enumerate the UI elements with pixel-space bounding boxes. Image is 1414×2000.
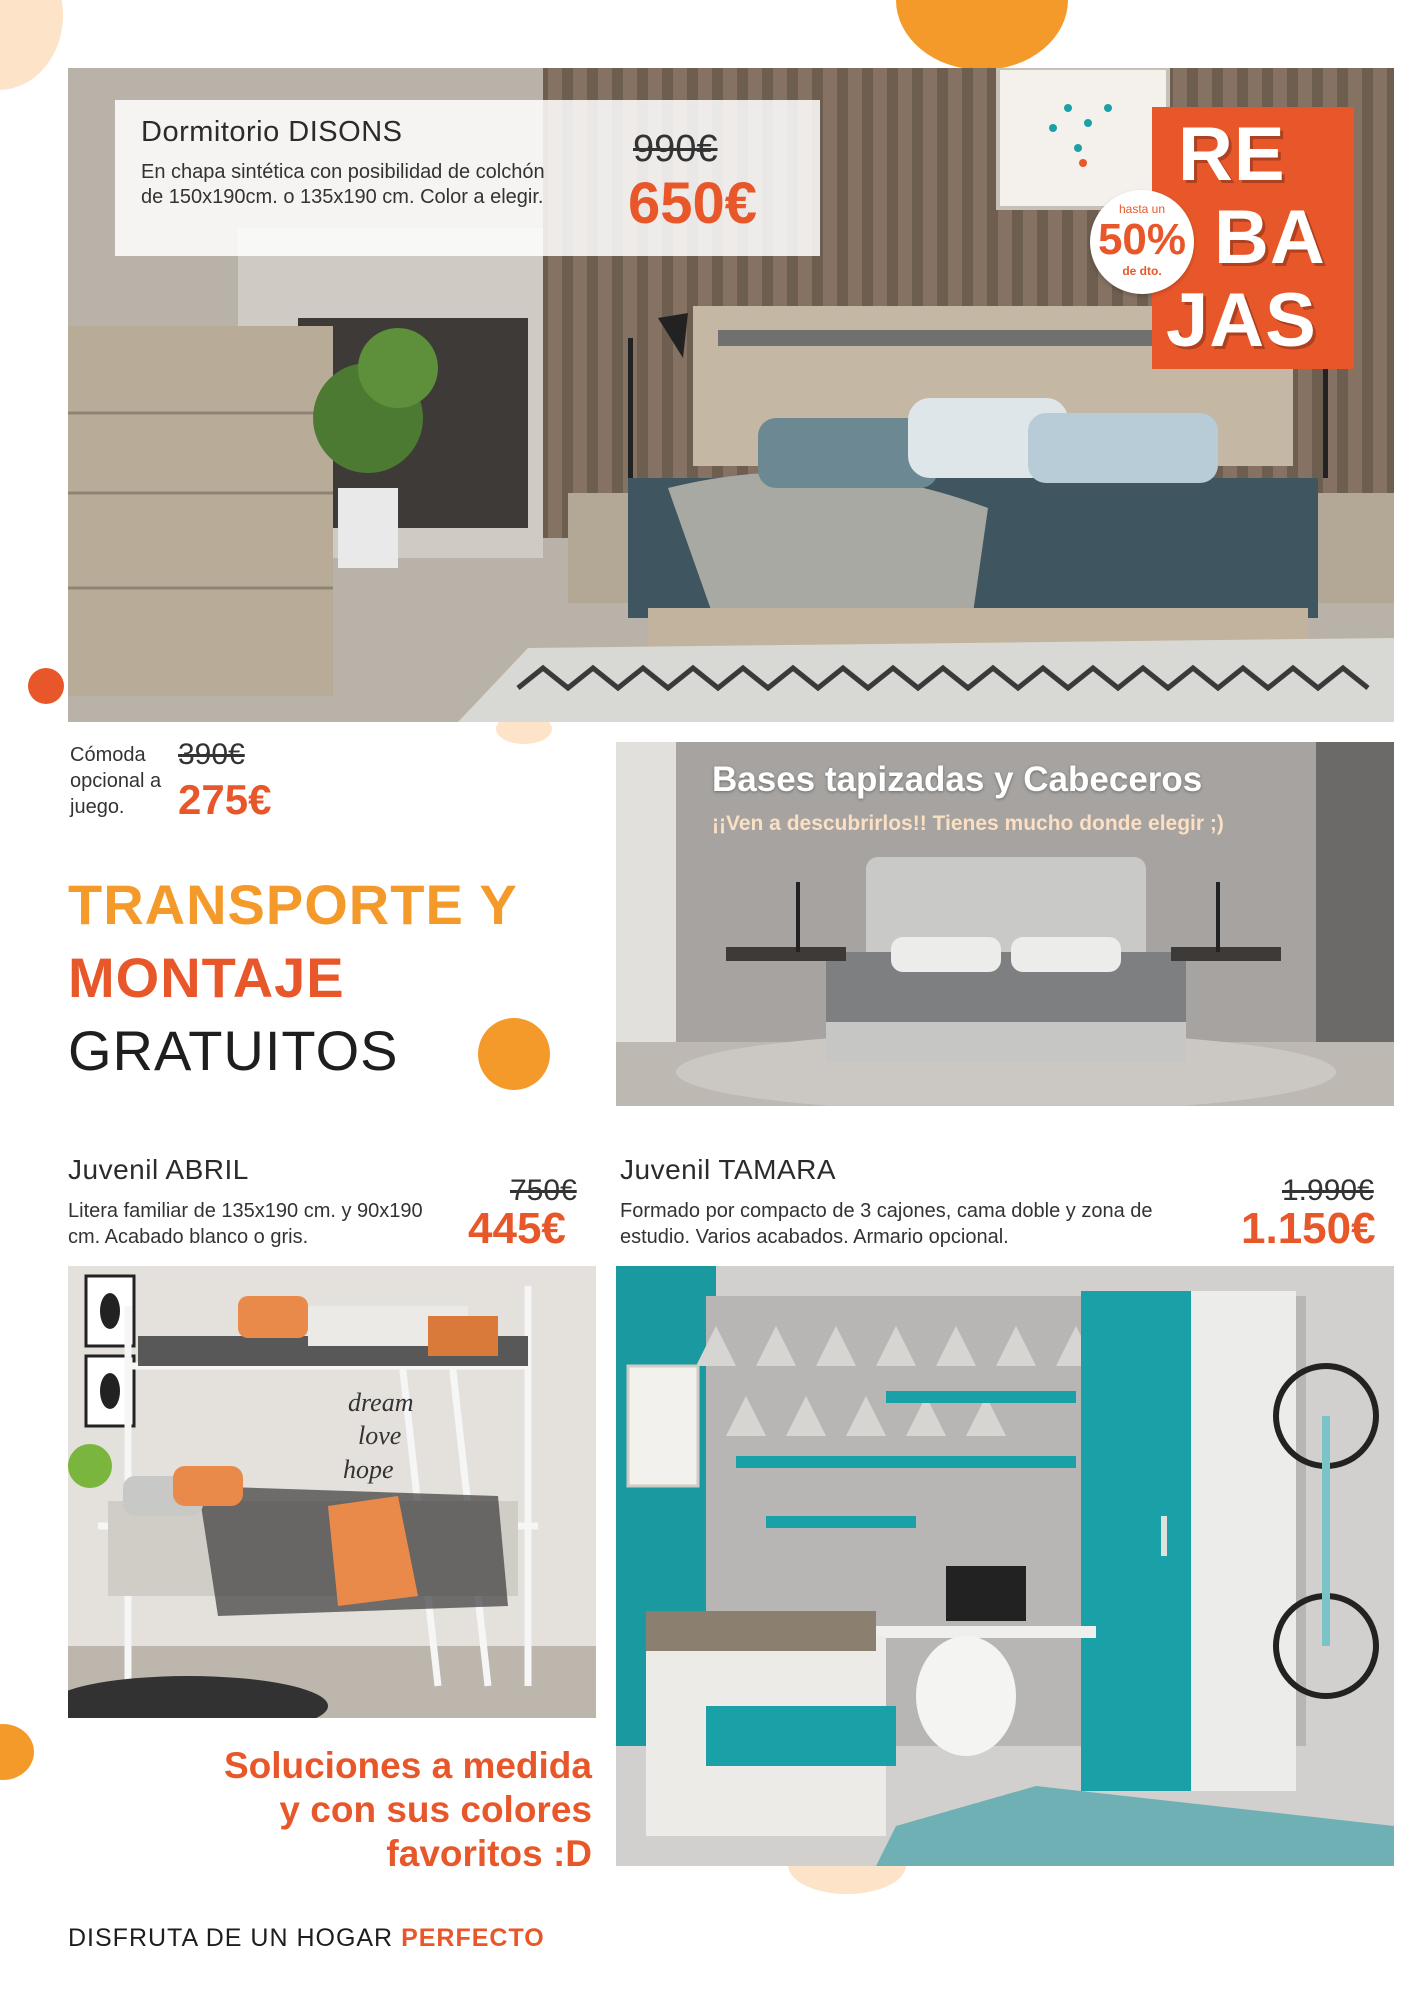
promo-montaje: MONTAJE (68, 946, 345, 1009)
bases-subtitle: ¡¡Ven a descubrirlos!! Tienes mucho donde elegir ;) (712, 812, 1224, 835)
footer-highlight: PERFECTO (401, 1924, 545, 1952)
hero-title: Dormitorio DISONS (141, 116, 403, 148)
abril-title: Juvenil ABRIL (68, 1154, 249, 1185)
solutions-text (224, 1744, 592, 1876)
bases-title: Bases tapizadas y Cabeceros (712, 760, 1203, 799)
sale-badge (1097, 107, 1354, 369)
promo-gratuitos: GRATUITOS (68, 1019, 399, 1082)
abril-description: Litera familiar de 135x190 cm. y 90x190 cm. Acabado blanco o gris. (68, 1200, 423, 1248)
discount-percent: 50% (1097, 215, 1187, 264)
solutions-line-2: y con sus colores (279, 1789, 592, 1830)
discount-dto: de dto. (1122, 264, 1162, 278)
promo-transporte: TRANSPORTE Y (68, 873, 518, 936)
discount-hasta: hasta un (1118, 202, 1166, 216)
bases-bedroom-photo (616, 742, 1394, 1106)
tamara-description: Formado por compacto de 3 cajones, cama doble y zona de estudio. Varios acabados. Armario opcional. (620, 1200, 1153, 1248)
decor-circle-left (28, 668, 64, 704)
footer-text: DISFRUTA DE UN HOGAR (68, 1924, 394, 1952)
wall-word-hope: hope (343, 1455, 394, 1484)
discount-disc (1090, 190, 1194, 294)
decor-circle-top (896, 0, 1068, 70)
comoda-label: Cómoda opcional a juego. (70, 744, 162, 818)
abril-price: 445€ (468, 1204, 566, 1253)
decor-circle-top-left (0, 0, 63, 90)
decor-circle-promo (478, 1018, 550, 1090)
comoda-price: 275€ (178, 776, 272, 823)
comoda-old-price: 390€ (178, 738, 245, 771)
tamara-title: Juvenil TAMARA (620, 1154, 837, 1185)
tamara-old-price: 1.990€ (1282, 1174, 1374, 1207)
hero-info-box (115, 100, 820, 256)
hero-old-price: 990€ (633, 128, 718, 170)
abril-bunkbed-photo (68, 1266, 596, 1718)
tamara-room-photo (616, 1266, 1394, 1866)
abril-old-price: 750€ (510, 1174, 577, 1207)
decor-circle-left-bottom (0, 1724, 34, 1780)
solutions-line-3: favoritos :D (386, 1833, 592, 1874)
hero-description: En chapa sintética con posibilidad de colchón de 150x190cm. o 135x190 cm. Color a elegir. (141, 161, 545, 208)
wall-word-dream: dream (348, 1388, 414, 1417)
hero-price: 650€ (628, 171, 758, 236)
footer-tagline (68, 1924, 545, 1953)
badge-word-2: BA (1214, 195, 1326, 280)
badge-word-1: RE (1178, 112, 1286, 197)
badge-word-3: JAS (1166, 278, 1317, 363)
wall-word-love: love (358, 1421, 402, 1450)
tamara-price: 1.150€ (1241, 1204, 1376, 1253)
solutions-line-1: Soluciones a medida (223, 1745, 592, 1786)
